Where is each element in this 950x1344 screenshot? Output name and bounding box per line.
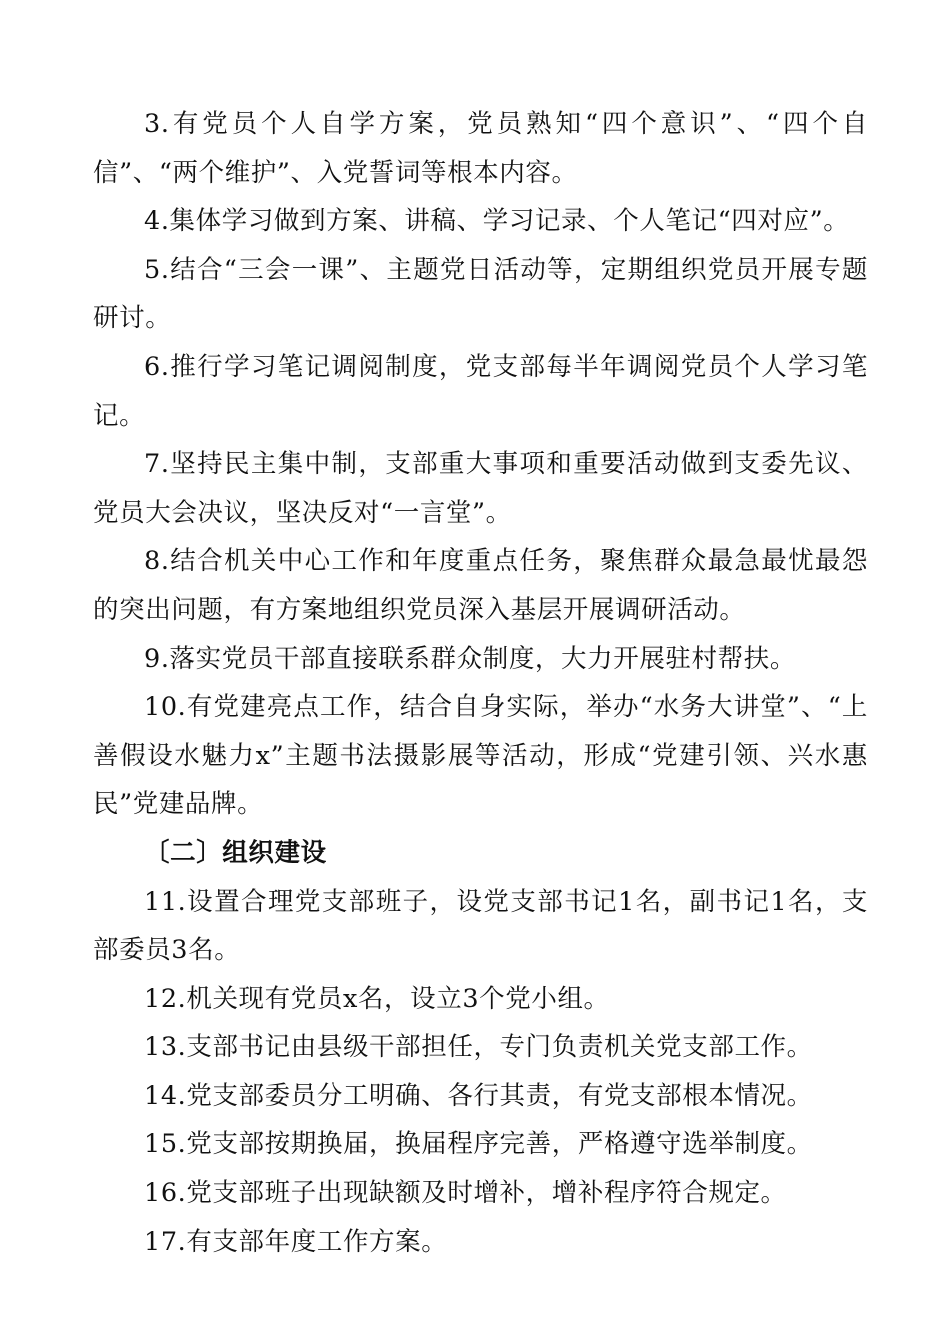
paragraph-16: 16.党支部班子出现缺额及时增补，增补程序符合规定。	[144, 1178, 787, 1209]
paragraph-7: 7.坚持民主集中制，支部重大事项和重要活动做到支委先议、党员大会决议，坚决反对“一言堂”。	[93, 449, 868, 528]
paragraph-3: 3.有党员个人自学方案，党员熟知“四个意识”、“四个自信”、“两个维护”、入党誓词等根本内容。	[93, 109, 868, 188]
paragraph-5: 5.结合“三会一课”、主题党日活动等，定期组织党员开展专题研讨。	[93, 254, 868, 334]
paragraph-11: 11.设置合理党支部班子，设党支部书记1名，副书记1名，支部委员3名。	[93, 886, 868, 966]
paragraph-12: 12.机关现有党员x名，设立3个党小组。	[144, 983, 610, 1014]
paragraph-15: 15.党支部按期换届，换届程序完善，严格遵守选举制度。	[144, 1129, 813, 1160]
section-heading: 〔二〕组织建设	[144, 837, 327, 868]
paragraph-13: 13.支部书记由县级干部担任，专门负责机关党支部工作。	[144, 1032, 813, 1063]
paragraph-4: 4.集体学习做到方案、讲稿、学习记录、个人笔记“四对应”。	[144, 206, 850, 237]
paragraph-6: 6.推行学习笔记调阅制度，党支部每半年调阅党员个人学习笔记。	[93, 351, 868, 431]
paragraph-10: 10.有党建亮点工作，结合自身实际，举办“水务大讲堂”、“上善假设水魅力x”主题书法摄影展等活动，形成“党建引领、兴水惠民”党建品牌。	[93, 692, 868, 820]
paragraph-9: 9.落实党员干部直接联系群众制度，大力开展驻村帮扶。	[144, 643, 796, 674]
paragraph-14: 14.党支部委员分工明确、各行其责，有党支部根本情况。	[144, 1080, 813, 1111]
paragraph-17: 17.有支部年度工作方案。	[144, 1226, 448, 1257]
document-body	[93, 100, 868, 1266]
paragraph-8: 8.结合机关中心工作和年度重点任务，聚焦群众最急最忧最怨的突出问题，有方案地组织党员深入基层开展调研活动。	[93, 546, 868, 625]
